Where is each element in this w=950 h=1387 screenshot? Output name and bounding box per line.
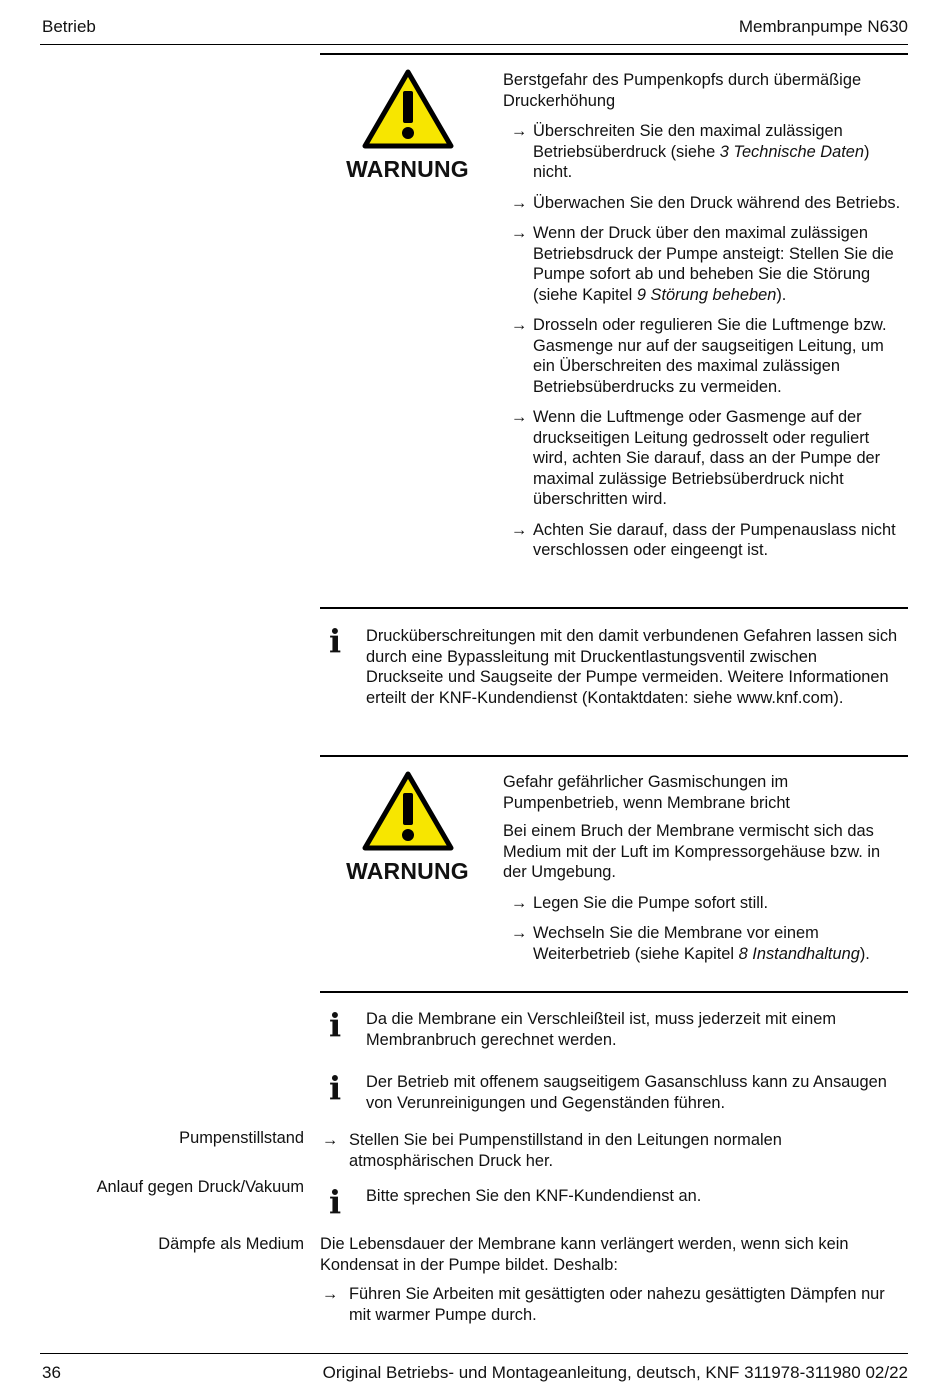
bullet-item [503, 315, 903, 397]
bullet-text-ital: 3 Technische Daten [719, 142, 865, 161]
arrow-icon: → [511, 193, 528, 212]
bullet-item [503, 407, 903, 510]
warning-triangle-icon [362, 69, 454, 149]
warning2-label: WARNUNG [346, 858, 469, 884]
warning1-bullets [503, 121, 903, 561]
bullet-text-post: ). [859, 944, 870, 963]
arrow-icon: → [511, 224, 528, 242]
info-icon: i [329, 1069, 342, 1107]
info1-rule [320, 607, 908, 609]
bullet-item [503, 223, 903, 305]
bullet-item [503, 520, 903, 561]
warning1-content [503, 70, 903, 561]
anlauf-label: Anlauf gegen Druck/Vakuum [96, 1178, 304, 1196]
bullet-text-post: ) nicht. [533, 142, 870, 181]
arrow-icon: → [511, 520, 528, 539]
info2-rule [320, 991, 908, 993]
arrow-icon: → [322, 1285, 339, 1303]
warning2-rule [320, 755, 908, 757]
bullet-text-pre: Wechseln Sie die Membrane vor einem Weiterbetrieb (siehe Kapitel [533, 924, 819, 963]
bullet-text-pre: Achten Sie darauf, dass der Pumpenauslass nicht verschlossen oder eingeengt ist. [533, 520, 896, 559]
daempfe-label: Dämpfe als Medium [158, 1235, 304, 1253]
footer-rule [40, 1353, 908, 1354]
info2-text: Da die Membrane ein Verschleißteil ist, muss jederzeit mit einem Membranbruch gerechnet werden. [366, 1010, 837, 1049]
pumpenstillstand-label: Pumpenstillstand [179, 1129, 304, 1147]
arrow-icon: → [511, 408, 528, 426]
header-rule [40, 44, 908, 45]
arrow-icon: → [322, 1131, 339, 1149]
page-number: 36 [42, 1363, 61, 1382]
warning1-icon-group [340, 69, 475, 183]
warning-triangle-icon [362, 771, 454, 851]
daempfe-text: Die Lebensdauer der Membrane kann verlängert werden, wenn sich kein Kondensat in der Pumpe bildet. Deshalb: [320, 1235, 849, 1274]
bullet-text-pre: Legen Sie die Pumpe sofort still. [533, 893, 769, 912]
pumpenstillstand-text: Stellen Sie bei Pumpenstillstand in den Leitungen normalen atmosphärischen Druck her. [349, 1131, 782, 1170]
warning2-para: Bei einem Bruch der Membrane vermischt sich das Medium mit der Luft im Kompressorgehäuse bzw. in der Umgebung. [503, 822, 881, 881]
bullet-text-pre: Wenn die Luftmenge oder Gasmenge auf der druckseitigen Leitung gedrosselt oder reguliert wird, achten Sie darauf, dass an der Pumpe der maximal zulässige Betriebsüberdruck nicht überschritten wird. [533, 408, 881, 508]
warning1-label: WARNUNG [346, 156, 469, 182]
bullet-text-ital: 9 Störung beheben [636, 285, 777, 304]
bullet-item [503, 923, 903, 964]
info-icon: i [329, 1006, 342, 1044]
bullet-text-pre: Wenn der Druck über den maximal zulässigen Betriebsdruck der Pumpe ansteigt: Stellen Sie die Pumpe sofort ab und beheben Sie die Störung (siehe Kapitel [533, 224, 894, 304]
bullet-item [503, 193, 903, 214]
info-icon: i [329, 622, 342, 660]
info1-text: Drucküberschreitungen mit den damit verbundenen Gefahren lassen sich durch eine Bypassleitung mit Druckentlastungsventil zwischen Druckseite und Saugseite der Pumpe vermeiden. Weitere Informationen erteilt der KNF-Kundendienst (Kontaktdaten: siehe www.knf.com). [366, 627, 898, 707]
bullet-text-post: ). [776, 285, 787, 304]
header-title: Membranpumpe N630 [738, 17, 908, 36]
bullet-item [503, 893, 903, 914]
bullet-item [503, 121, 903, 183]
warning2-title: Gefahr gefährlicher Gasmischungen im Pumpenbetrieb, wenn Membrane bricht [503, 773, 790, 812]
bullet-text-pre: Überschreiten Sie den maximal zulässigen Betriebsüberdruck (siehe [533, 122, 843, 161]
warning2-bullets [503, 893, 903, 965]
header-section: Betrieb [42, 17, 96, 36]
info-icon: i [329, 1183, 342, 1221]
bullet-text-ital: 8 Instandhaltung [738, 944, 860, 963]
bullet-text-pre: Überwachen Sie den Druck während des Betriebs. [533, 193, 901, 212]
warning1-rule [320, 53, 908, 55]
arrow-icon: → [511, 893, 528, 912]
arrow-icon: → [511, 122, 528, 140]
footer-title: Original Betriebs- und Montageanleitung, deutsch, KNF 311978-311980 02/22 [322, 1363, 908, 1382]
arrow-icon: → [511, 316, 528, 334]
bullet-text-pre: Drosseln oder regulieren Sie die Luftmenge bzw. Gasmenge nur auf der saugseitigen Leitung, um ein Überschreiten des maximal zulässigen Betriebsüberdrucks zu vermeiden. [533, 316, 887, 396]
anlauf-text: Bitte sprechen Sie den KNF-Kundendienst an. [366, 1187, 702, 1205]
warning2-icon-group [340, 771, 475, 885]
info3-text: Der Betrieb mit offenem saugseitigem Gasanschluss kann zu Ansaugen von Verunreinigungen und Gegenständen führen. [366, 1073, 887, 1112]
daempfe-bullet: Führen Sie Arbeiten mit gesättigten oder nahezu gesättigten Dämpfen nur mit warmer Pumpe durch. [349, 1285, 885, 1324]
warning1-title: Berstgefahr des Pumpenkopfs durch übermäßige Druckerhöhung [503, 71, 862, 110]
warning2-content [503, 772, 903, 964]
arrow-icon: → [511, 924, 528, 942]
